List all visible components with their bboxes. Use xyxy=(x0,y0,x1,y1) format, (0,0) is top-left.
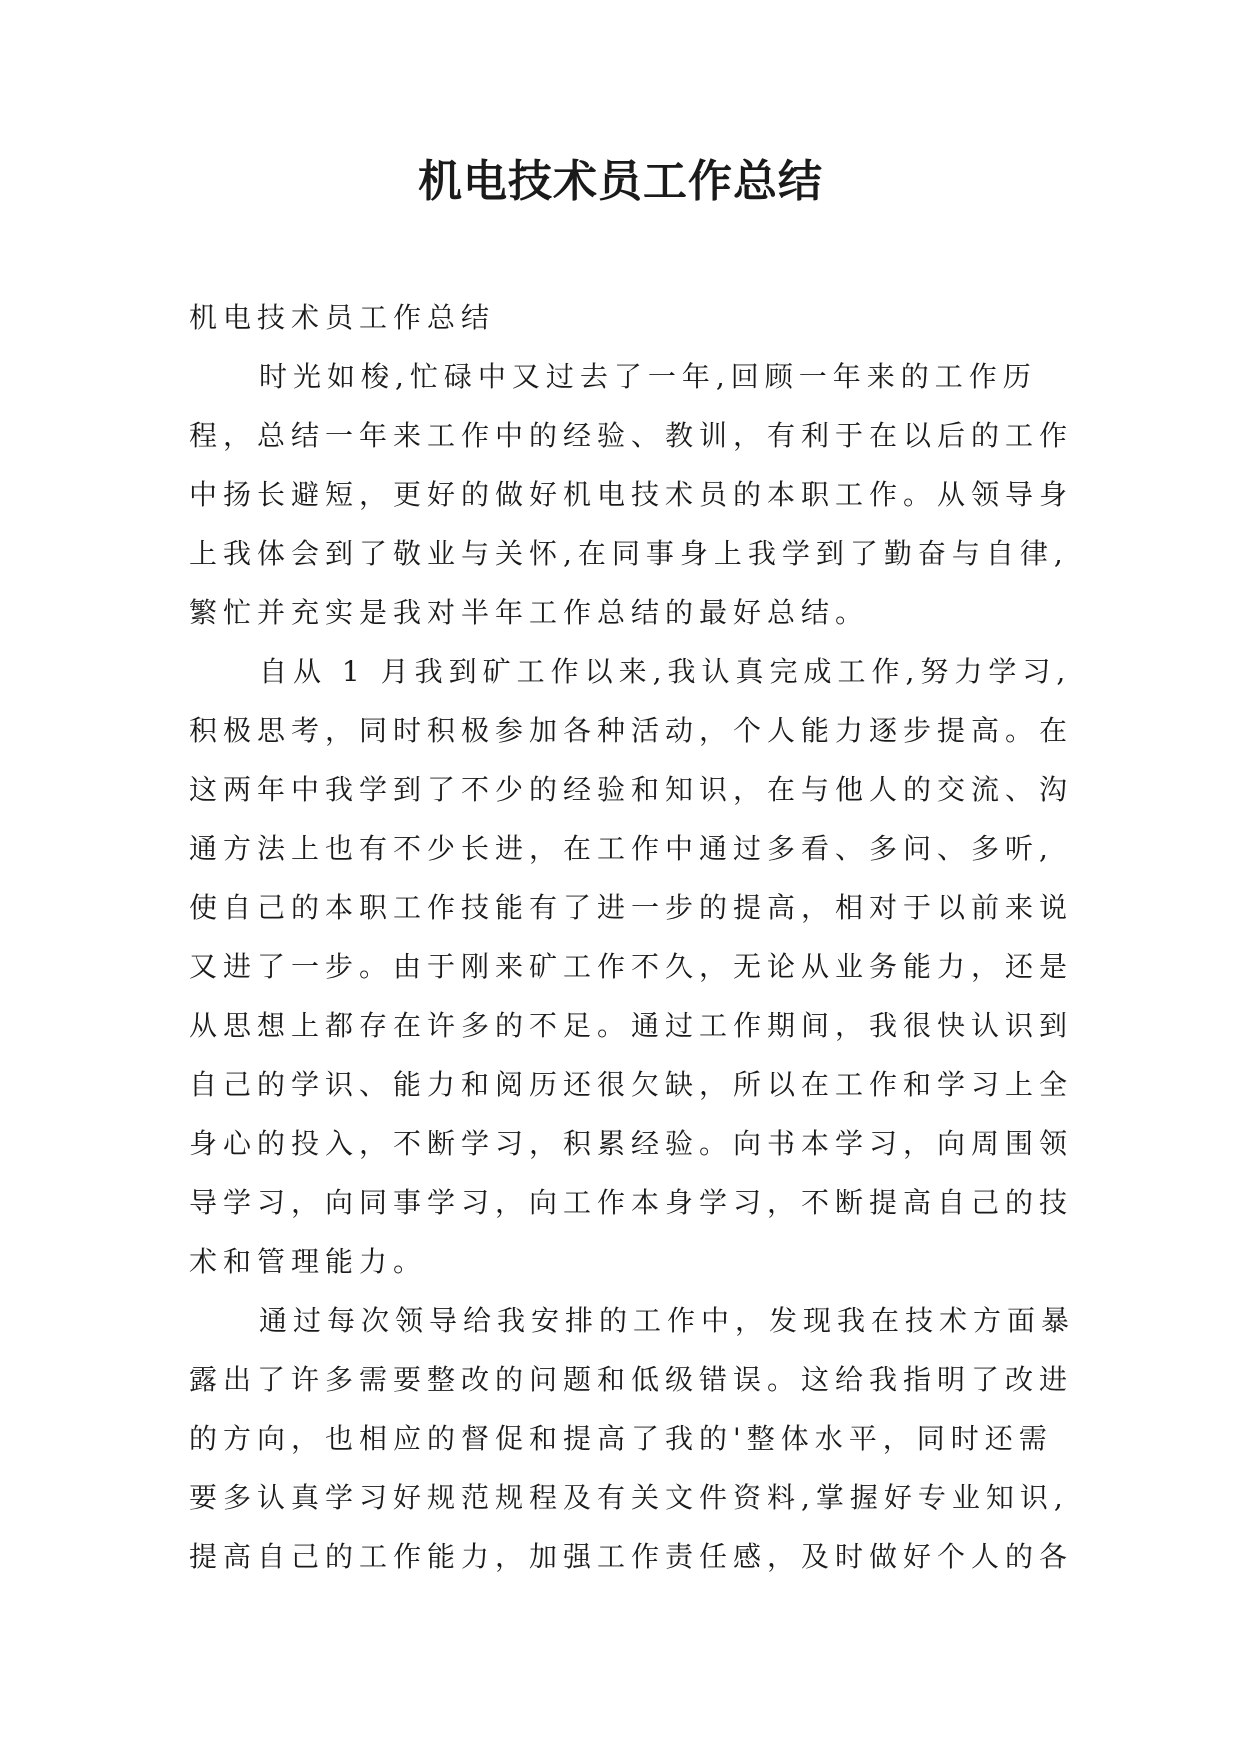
paragraph-line: 术和管理能力。 xyxy=(189,1245,428,1278)
paragraph-line: 身心的投入，不断学习，积累经验。向书本学习，向周围领 xyxy=(189,1127,1074,1160)
paragraph-line: 积极思考，同时积极参加各种活动，个人能力逐步提高。在 xyxy=(189,714,1074,747)
paragraph-line: 从思想上都存在许多的不足。通过工作期间，我很快认识到 xyxy=(189,1009,1074,1042)
paragraph xyxy=(189,347,1074,642)
paragraph-line: 自从 1 月我到矿工作以来,我认真完成工作,努力学习, xyxy=(259,655,1072,688)
paragraph-line: 通过每次领导给我安排的工作中，发现我在技术方面暴 xyxy=(259,1304,1076,1337)
paragraph-line: 使自己的本职工作技能有了进一步的提高，相对于以前来说 xyxy=(189,891,1074,924)
paragraph xyxy=(189,1291,1076,1586)
paragraph-line: 上我体会到了敬业与关怀,在同事身上我学到了勤奋与自律, xyxy=(189,537,1069,570)
paragraph-line: 露出了许多需要整改的问题和低级错误。这给我指明了改进 xyxy=(189,1363,1074,1396)
paragraph-line: 通方法上也有不少长进，在工作中通过多看、多问、多听, xyxy=(189,832,1054,865)
paragraph-line: 又进了一步。由于刚来矿工作不久，无论从业务能力，还是 xyxy=(189,950,1074,983)
document-body xyxy=(189,288,1076,1586)
paragraph-line: 提高自己的工作能力，加强工作责任感，及时做好个人的各 xyxy=(189,1540,1074,1573)
paragraph xyxy=(189,642,1074,1291)
paragraph-line: 程，总结一年来工作中的经验、教训，有利于在以后的工作 xyxy=(189,419,1074,452)
paragraph-line: 中扬长避短，更好的做好机电技术员的本职工作。从领导身 xyxy=(189,478,1074,511)
paragraph-line: 要多认真学习好规范规程及有关文件资料,掌握好专业知识, xyxy=(189,1481,1069,1514)
paragraph-line: 自己的学识、能力和阅历还很欠缺，所以在工作和学习上全 xyxy=(189,1068,1074,1101)
paragraph-line: 的方向，也相应的督促和提高了我的'整体水平，同时还需 xyxy=(189,1422,1053,1455)
subtitle-line: 机电技术员工作总结 xyxy=(189,301,496,334)
paragraph-line: 这两年中我学到了不少的经验和知识，在与他人的交流、沟 xyxy=(189,773,1074,806)
paragraph-line: 繁忙并充实是我对半年工作总结的最好总结。 xyxy=(189,596,870,629)
paragraph-line: 导学习，向同事学习，向工作本身学习，不断提高自己的技 xyxy=(189,1186,1074,1219)
paragraph-line: 时光如梭,忙碌中又过去了一年,回顾一年来的工作历 xyxy=(259,360,1037,393)
document-title: 机电技术员工作总结 xyxy=(418,156,823,207)
